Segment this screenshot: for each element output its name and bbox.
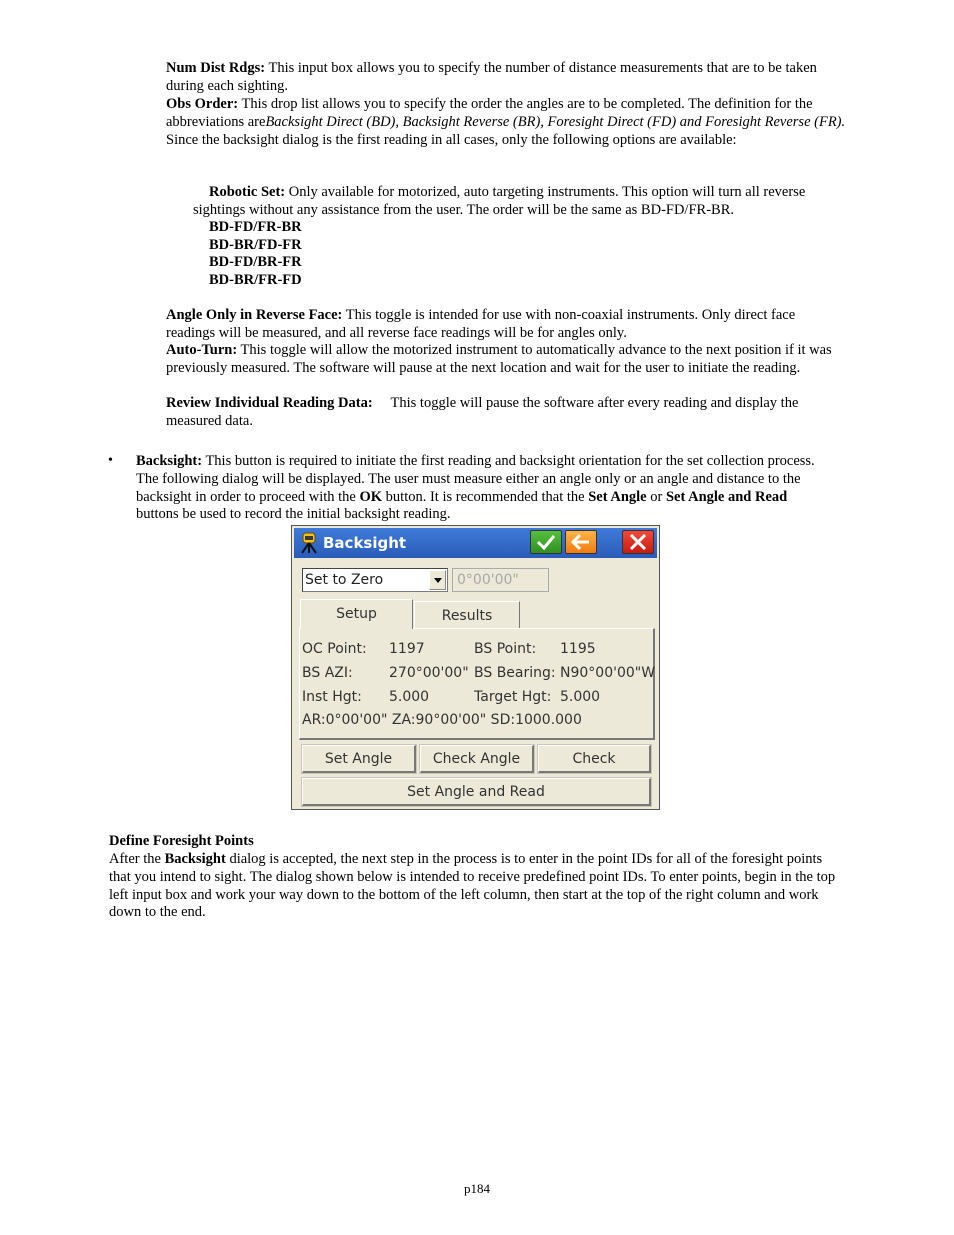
inst-hgt-label: Inst Hgt: xyxy=(302,689,362,705)
num-dist-rdgs-text: This input box allows you to specify the number of distance measurements that are to be taken during each sighting. xyxy=(166,60,817,94)
dialog-title: Backsight xyxy=(323,534,407,552)
backsight-text-4: buttons be used to record the initial backsight reading. xyxy=(136,506,451,523)
auto-turn-term: Auto-Turn: xyxy=(166,342,238,358)
oc-point-label: OC Point: xyxy=(302,641,367,657)
arrow-left-icon xyxy=(571,533,591,551)
review-paragraph xyxy=(166,395,831,431)
bs-azi-label: BS AZI: xyxy=(302,665,353,681)
order-option: BD-BR/FR-FD xyxy=(209,272,302,288)
check-angle-button[interactable] xyxy=(420,745,534,773)
chevron-down-icon[interactable] xyxy=(429,570,446,590)
define-foresight-heading: Define Foresight Points xyxy=(109,833,254,849)
set-angle-button[interactable] xyxy=(302,745,416,773)
order-option: BD-FD/BR-FR xyxy=(209,254,302,270)
backsight-dialog xyxy=(291,525,660,810)
setup-panel xyxy=(299,628,655,740)
dialog-titlebar xyxy=(294,528,657,558)
bs-point-label: BS Point: xyxy=(474,641,537,657)
mode-select-value: Set to Zero xyxy=(305,572,384,588)
angle-input-value: 0°00'00" xyxy=(457,572,519,588)
check-button-label: Check xyxy=(572,751,616,767)
robotic-set-term: Robotic Set: xyxy=(209,184,286,200)
num-dist-rdgs-term: Num Dist Rdgs: xyxy=(166,60,266,76)
review-term: Review Individual Reading Data: xyxy=(166,395,373,411)
define-foresight-text-2: dialog is accepted, the next step in the process is to enter in the point IDs for all of the foresight points that you intend to sight. The dialog shown below is intended to receive predefined point IDs. To enter points, begin in the top left input box and work your way down to the bottom of the left column, then start at the top of the right column and work down to the end. xyxy=(109,851,836,921)
page-number: p184 xyxy=(464,1181,490,1196)
review-text: This toggle will pause the software after every reading and display the measured data. xyxy=(166,395,803,429)
ok-term: OK xyxy=(359,488,383,505)
angle-input xyxy=(452,568,549,592)
close-icon xyxy=(628,533,648,551)
bs-azi-value: 270°00'00" xyxy=(389,665,469,681)
robotic-set-text: Only available for motorized, auto targeting instruments. This option will turn all reverse sightings without any assistance from the user. The order will be the same as BD-FD/FR-BR. xyxy=(193,184,806,218)
num-dist-rdgs-paragraph xyxy=(166,60,846,96)
set-angle-button-label: Set Angle xyxy=(324,751,393,767)
order-option: BD-BR/FD-FR xyxy=(209,237,302,253)
define-foresight-term: Backsight xyxy=(164,851,226,867)
backsight-paragraph xyxy=(136,453,816,524)
backsight-text: This button is required to initiate the first reading and backsight orientation for the set collection process. The following dialog will be displayed. The user must measure either an angle only or an angle and distance to the backsight in order to proceed with the xyxy=(136,453,815,505)
oc-point-value: 1197 xyxy=(389,641,425,657)
target-hgt-label: Target Hgt: xyxy=(474,689,552,705)
set-angle-term: Set Angle xyxy=(588,488,647,505)
backsight-term: Backsight: xyxy=(136,453,203,469)
bs-point-value: 1195 xyxy=(560,641,596,657)
tab-setup[interactable] xyxy=(300,599,413,629)
close-button[interactable] xyxy=(622,530,654,554)
obs-order-abbreviations: Backsight Direct (BD), Backsight Reverse (BR), Foresight Direct (FD) and Foresight Reverse (FR). xyxy=(265,113,846,130)
target-hgt-value: 5.000 xyxy=(560,689,601,705)
angle-only-text: This toggle is intended for use with non-coaxial instruments. Only direct face readings will be measured, and all reverse face readings will be for angles only. xyxy=(166,307,796,341)
set-angle-and-read-button-label: Set Angle and Read xyxy=(407,784,545,800)
bullet-marker: • xyxy=(108,453,113,468)
mode-select[interactable] xyxy=(302,568,448,592)
bs-bearing-value: N90°00'00"W xyxy=(560,665,656,681)
set-angle-and-read-button[interactable] xyxy=(302,778,651,806)
angle-only-paragraph xyxy=(166,307,846,343)
inst-hgt-value: 5.000 xyxy=(389,689,430,705)
backsight-text-2: button. It is recommended that the xyxy=(382,488,589,505)
measurement-readout: AR:0°00'00" ZA:90°00'00" SD:1000.000 xyxy=(302,712,582,728)
define-foresight-paragraph xyxy=(109,851,847,922)
angle-only-term: Angle Only in Reverse Face: xyxy=(166,307,343,323)
robotic-set-paragraph xyxy=(193,184,843,220)
obs-order-paragraph xyxy=(166,96,846,149)
auto-turn-paragraph xyxy=(166,342,846,378)
backsight-text-3: or xyxy=(646,488,666,505)
set-angle-read-term: Set Angle and Read xyxy=(665,488,788,505)
tab-setup-label: Setup xyxy=(336,606,377,622)
obs-order-term: Obs Order: xyxy=(166,96,239,112)
surveyor-icon xyxy=(298,532,320,554)
check-angle-button-label: Check Angle xyxy=(432,751,521,767)
check-icon xyxy=(536,533,556,551)
define-foresight-text: After the xyxy=(109,851,165,867)
tab-results[interactable] xyxy=(414,601,520,629)
order-option: BD-FD/FR-BR xyxy=(209,219,302,235)
obs-order-text-2: Since the backsight dialog is the first reading in all cases, only the following options are available: xyxy=(166,131,737,148)
obs-order-text: This drop list allows you to specify the order the angles are to be completed. The definition for the abbreviations are xyxy=(166,96,813,130)
auto-turn-text: This toggle will allow the motorized instrument to automatically advance to the next position if it was previously measured. The software will pause at the next location and wait for the user to initiate the reading. xyxy=(166,342,832,376)
check-button[interactable] xyxy=(538,745,651,773)
tab-results-label: Results xyxy=(441,608,493,624)
bs-bearing-label: BS Bearing: xyxy=(474,665,556,681)
ok-button[interactable] xyxy=(530,530,562,554)
back-button[interactable] xyxy=(565,530,597,554)
